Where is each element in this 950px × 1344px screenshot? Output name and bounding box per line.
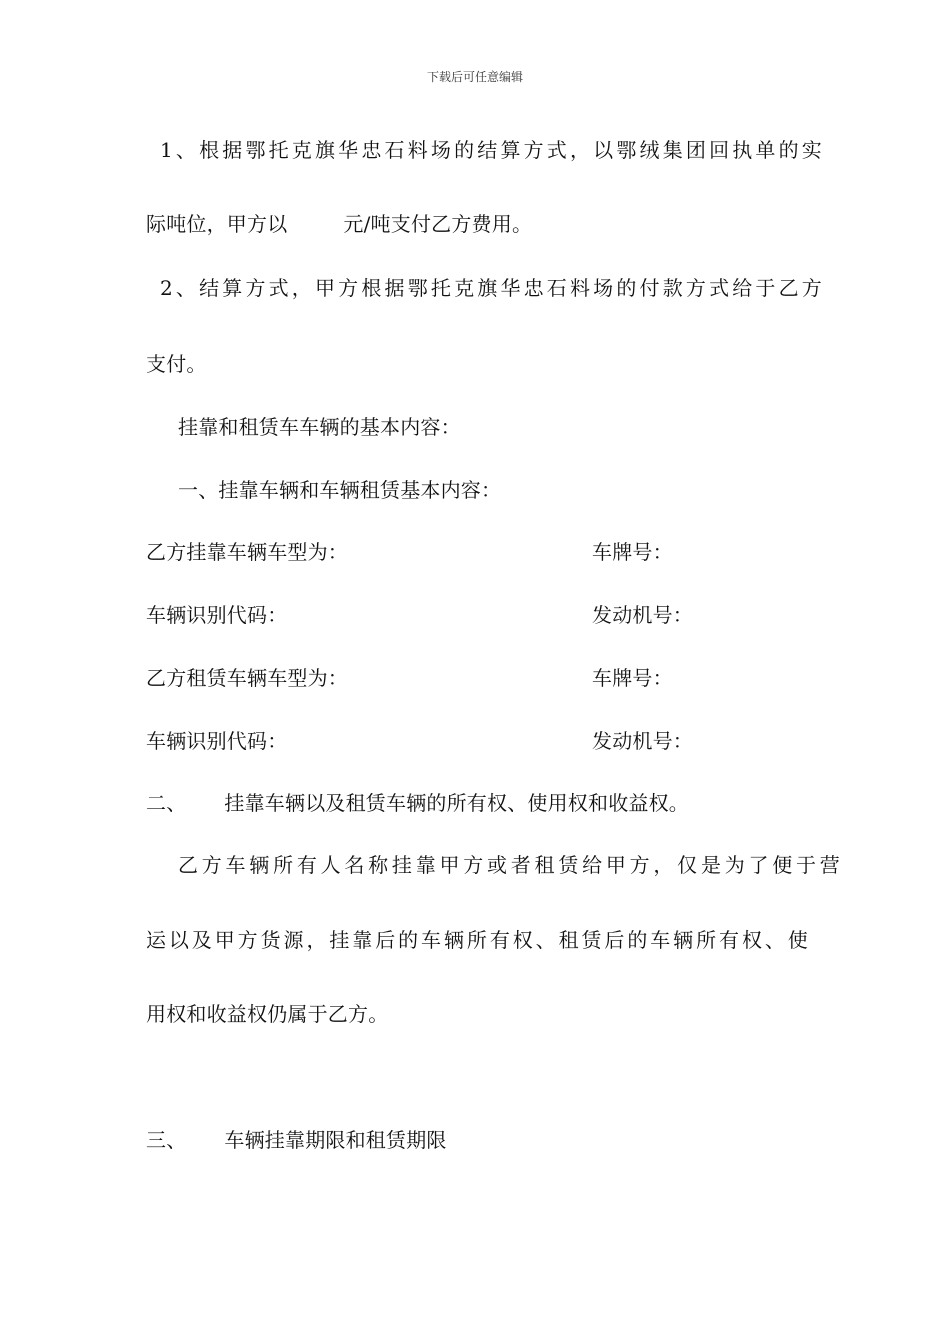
field-label: 发动机号：: [592, 729, 693, 753]
para2-line2: 运以及甲方货源，挂靠后的车辆所有权、租赁后的车辆所有权、使: [146, 928, 808, 952]
item1-line2: [146, 210, 808, 238]
section1-title: 一、挂靠车辆和车辆租赁基本内容：: [178, 478, 502, 502]
section3-title: 车辆挂靠期限和租赁期限: [224, 1128, 447, 1152]
para2-line3: 用权和收益权仍属于乙方。: [146, 1002, 389, 1026]
field-row: [146, 727, 808, 755]
field-row: [146, 664, 808, 692]
basic-content-title: 挂靠和租赁车车辆的基本内容：: [178, 415, 461, 439]
page-header: 下载后可任意编辑: [426, 70, 523, 84]
item2-line1: 2、结算方式，甲方根据鄂托克旗华忠石料场的付款方式给于乙方: [160, 276, 822, 300]
field-label: 车牌号：: [592, 540, 673, 564]
section3-heading: [146, 1126, 808, 1154]
field-label: 车辆识别代码：: [146, 603, 288, 627]
field-row: [146, 601, 808, 629]
field-label: 乙方挂靠车辆车型为：: [146, 540, 348, 564]
field-label: 发动机号：: [592, 603, 693, 627]
section2-heading: [146, 789, 808, 817]
item1-line2-end: 元/吨支付乙方费用。: [343, 212, 533, 236]
item1-line1: 1、根据鄂托克旗华忠石料场的结算方式，以鄂绒集团回执单的实: [160, 138, 822, 162]
section2-number: 二、: [146, 791, 187, 815]
field-label: 乙方租赁车辆车型为：: [146, 666, 348, 690]
field-row: [146, 538, 808, 566]
field-label: 车牌号：: [592, 666, 673, 690]
para2-line1: 乙方车辆所有人名称挂靠甲方或者租赁给甲方，仅是为了便于营: [178, 853, 840, 877]
field-label: 车辆识别代码：: [146, 729, 288, 753]
item2-line2: 支付。: [146, 352, 207, 376]
section2-title: 挂靠车辆以及租赁车辆的所有权、使用权和收益权。: [224, 791, 690, 815]
section3-number: 三、: [146, 1128, 187, 1152]
item1-line2-start: 际吨位，甲方以: [146, 212, 288, 236]
